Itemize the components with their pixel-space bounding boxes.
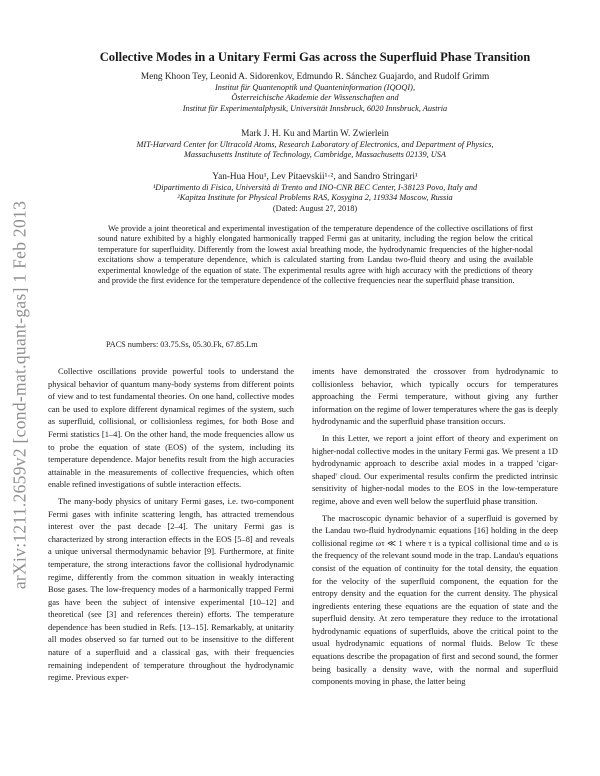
affiliation-2a: MIT-Harvard Center for Ultracold Atoms, Research Laboratory of Electronics, and Department of Physics, (136, 139, 494, 149)
authors-2: Mark J. H. Ku and Martin W. Zwierlein (241, 129, 389, 139)
affiliation-1c: Institut für Experimentalphysik, Universität Innsbruck, 6020 Innsbruck, Austria (182, 103, 448, 113)
author-block-2 (50, 129, 580, 161)
paragraph: The many-body physics of unitary Fermi gases, i.e. two-component Fermi gases with infinite scattering length, has attracted tremendous interest over the past decade [2–4]. The unitary Fermi gas is characterized by strong interaction effects in the EOS [5–8] and reveals a unique universal thermodynamic behavior [9]. Furthermore, at finite temperature, the strong interactions favor the collisional hydrodynamic regime, differently from the common situation in weakly interacting Bose gases. The low-frequency modes of a harmonically trapped Fermi gas have been the subject of intensive experimental [10–12] and theoretical (see [3] and references therein) efforts. The temperature dependence has been studied in Refs. [13–15]. Remarkably, at unitarity all modes observed so far turned out to be insensitive to the different nature of a superfluid and a classical gas, with their frequencies remaining independent of temperature throughout the hydrodynamic regime. Previous exper- (48, 495, 294, 683)
author-block-1 (50, 72, 580, 114)
affiliation-2b: Massachusetts Institute of Technology, Cambridge, Massachusetts 02139, USA (184, 150, 446, 160)
paragraph: Collective oscillations provide powerful tools to understand the physical behavior of quantum many-body systems from different points of view and to test fundamental theories. On one hand, collective modes can be used to explore different dynamical regimes of the system, such as superfluid, collisional, or collisionless regimes, for both Bose and Fermi statistics [1–4]. On the other hand, the mode frequencies allow us to probe the equation of state (EOS) of the system, including its temperature dependence. Major benefits result from the high accuracies attainable in the measurements of collective frequencies, which often enable refined investigations of subtle interaction effects. (48, 366, 294, 490)
affiliation-1b: Österreichische Akademie der Wissenschaften and (231, 93, 399, 103)
affiliation-1a: Institut für Quantenoptik und Quanteninformation (IQOQI), (214, 82, 416, 92)
pacs-numbers: PACS numbers: 03.75.Ss, 05.30.Fk, 67.85.Lm (106, 340, 258, 349)
affiliation-3b: ²Kapitza Institute for Physical Problems RAS, Kosygina 2, 119334 Moscow, Russia (177, 193, 453, 203)
body-column-right (312, 365, 558, 692)
paragraph: iments have demonstrated the crossover from hydrodynamic to collisionless behavior, which typically occurs for temperatures approaching the Fermi temperature, without giving any further information on the regime of lower temperatures where the gas is deeply hydrodynamic and the superfluid phase transition occurs. (312, 366, 558, 427)
abstract: We provide a joint theoretical and experimental investigation of the temperature dependence of the collective oscillations of first sound nature exhibited by a highly elongated harmonically trapped Fermi gas at unitarity, including the region below the critical temperature for superfluidity. Differently from the lowest axial breathing mode, the hydrodynamic frequencies of the higher-nodal excitations show a temperature dependence, which is calculated starting from Landau two-fluid theory and using the available experimental knowledge of the equation of state. The experimental results agree with high accuracy with the predictions of theory and provide the first evidence for the temperature dependence of the collective frequencies near the superfluid phase transition. (98, 224, 533, 286)
author-block-3 (50, 172, 580, 214)
affiliation-3a: ¹Dipartimento di Fisica, Università di Trento and INO-CNR BEC Center, I-38123 Povo, Italy and (152, 182, 478, 192)
paragraph: The macroscopic dynamic behavior of a superfluid is governed by the Landau two-fluid hydrodynamic equations [16] holding in the deep collisional regime ωτ ≪ 1 where τ is a typical collisional time and ω is the frequency of the relevant sound mode in the trap. Landau's equations consist of the equation of continuity for the total density, the equation for the velocity of the superfluid component, the equation for the entropy density and the equation for the current density. The physical ingredients entering these equations are the equation of state and the superfluid density. At zero temperature they reduce to the irrotational hydrodynamic equations of superfluids, above the critical point to the usual hydrodynamic equations of normal fluids. Below Tc these equations describe the propagation of first and second sound, the former being basically a density wave, with the normal and superfluid components moving in phase, the latter being (312, 512, 558, 687)
paper-title: Collective Modes in a Unitary Fermi Gas across the Superfluid Phase Transition (99, 50, 531, 64)
authors-3: Yan-Hua Hou¹, Lev Pitaevskii¹·², and Sandro Stringari¹ (212, 172, 418, 182)
dated-line: (Dated: August 27, 2018) (272, 203, 358, 213)
authors-1: Meng Khoon Tey, Leonid A. Sidorenkov, Edmundo R. Sánchez Guajardo, and Rudolf Grimm (140, 72, 490, 82)
arxiv-identifier: arXiv:1211.2659v2 [cond-mat.quant-gas] 1 Feb 2013 (9, 200, 30, 590)
body-column-left (48, 365, 294, 688)
arxiv-sidebar (0, 0, 40, 776)
paragraph: In this Letter, we report a joint effort of theory and experiment on higher-nodal collective modes in the unitary Fermi gas. We present a 1D hydrodynamic approach to describe axial modes in a trapped 'cigar-shaped' cloud. Our experimental results confirm the predicted intrinsic sensitivity of higher-nodal modes to the EOS in the low-temperature regime, above and even well below the superfluid phase transition. (312, 432, 558, 506)
